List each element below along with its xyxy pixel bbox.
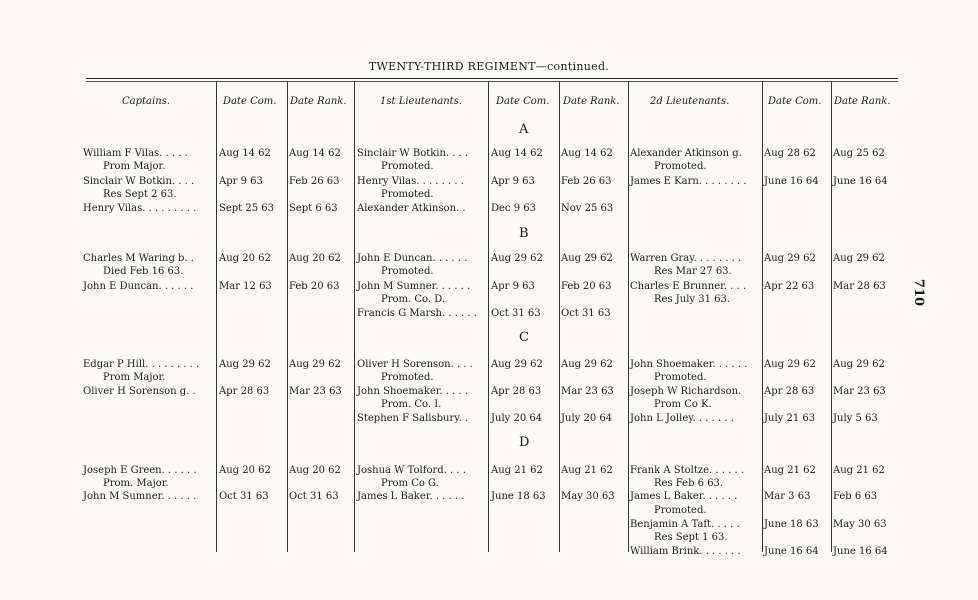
table-cell: Mar 12 63 (219, 281, 272, 292)
table-cell: Aug 20 62 (289, 465, 341, 476)
table-cell: Aug 21 62 (561, 465, 613, 476)
table-cell: Aug 29 62 (561, 359, 613, 370)
table-cell: June 16 64 (764, 176, 819, 187)
table-cell: May 30 63 (561, 491, 615, 502)
table-cell: James L Baker. . . . . . (357, 491, 465, 502)
table-cell: Prom Major. (103, 161, 166, 172)
table-cell: Alexander Atkinson. . (357, 203, 466, 214)
table-cell: Feb 20 63 (289, 281, 340, 292)
table-cell: Aug 29 62 (764, 359, 816, 370)
table-cell: Sinclair W Botkin. . . . (357, 148, 469, 159)
table-cell: Stephen F Salisbury. . (357, 413, 469, 424)
section-letter-c: C (519, 330, 529, 345)
table-cell: Aug 14 62 (289, 148, 341, 159)
table-cell: Feb 20 63 (561, 281, 612, 292)
header-date-rank: Date Rank. (290, 96, 347, 107)
table-cell: Promoted. (654, 372, 707, 383)
table-cell: John Shoemaker. . . . . . (630, 359, 748, 370)
table-cell: Benjamin A Taft. . . . . (630, 519, 740, 530)
table-cell: Feb 26 63 (561, 176, 612, 187)
table-cell: Francis G Marsh. . . . . . (357, 308, 477, 319)
header-first-lieutenants: 1st Lieutenants. (380, 96, 462, 107)
table-cell: Dec 9 63 (491, 203, 536, 214)
section-letter-d: D (519, 435, 530, 450)
table-cell: Mar 28 63 (833, 281, 886, 292)
section-letter-a: A (519, 122, 529, 137)
table-cell: June 16 64 (833, 546, 888, 557)
header-captains: Captains. (122, 96, 170, 107)
table-cell: June 18 63 (491, 491, 546, 502)
table-cell: Res July 31 63. (654, 294, 731, 305)
table-cell: John M Sumner. . . . . . (83, 491, 197, 502)
table-cell: Apr 9 63 (491, 176, 535, 187)
table-cell: Oliver H Sorenson g. . (83, 386, 196, 397)
table-cell: Prom Major. (103, 372, 166, 383)
header-rule-thin (86, 81, 898, 82)
table-cell: Mar 3 63 (764, 491, 811, 502)
table-cell: Mar 23 63 (833, 386, 886, 397)
table-cell: Aug 29 62 (764, 253, 816, 264)
table-cell: Promoted. (381, 189, 434, 200)
table-cell: Prom. Co. D. (381, 294, 446, 305)
table-cell: Charles E Brunner. . . . (630, 281, 747, 292)
table-cell: Aug 28 62 (764, 148, 816, 159)
table-cell: Aug 20 62 (219, 253, 271, 264)
table-cell: Apr 9 63 (219, 176, 263, 187)
table-cell: Promoted. (381, 266, 434, 277)
table-cell: Apr 9 63 (491, 281, 535, 292)
table-cell: Sinclair W Botkin. . . . (83, 176, 195, 187)
table-cell: Promoted. (654, 161, 707, 172)
table-cell: Aug 29 62 (833, 359, 885, 370)
table-cell: John Shoemaker. . . . . (357, 386, 469, 397)
table-cell: John L Jolley. . . . . . . (630, 413, 734, 424)
table-cell: Aug 21 62 (764, 465, 816, 476)
table-cell: Joseph W Richardson. (630, 386, 742, 397)
header-second-lieutenants: 2d Lieutenants. (650, 96, 730, 107)
column-divider (762, 82, 763, 552)
table-cell: Sept 6 63 (289, 203, 338, 214)
table-cell: Died Feb 16 63. (103, 266, 184, 277)
column-divider (354, 82, 355, 552)
table-cell: Joseph E Green. . . . . . (83, 465, 197, 476)
table-cell: July 5 63 (833, 413, 878, 424)
table-cell: Henry Vilas. . . . . . . . (357, 176, 464, 187)
table-cell: Prom. Major. (103, 478, 169, 489)
header-date-com: Date Com. (496, 96, 550, 107)
table-cell: John E Duncan. . . . . . (83, 281, 194, 292)
table-cell: July 21 63 (764, 413, 816, 424)
table-cell: July 20 64 (491, 413, 543, 424)
table-cell: James L Baker. . . . . . (630, 491, 738, 502)
column-divider (287, 82, 288, 552)
table-cell: Oct 31 63 (491, 308, 541, 319)
table-cell: Joshua W Tolford. . . . (357, 465, 466, 476)
table-cell: Aug 20 62 (219, 465, 271, 476)
table-cell: Apr 22 63 (764, 281, 815, 292)
table-cell: Aug 14 62 (219, 148, 271, 159)
table-cell: Aug 25 62 (833, 148, 885, 159)
table-cell: Oct 31 63 (219, 491, 269, 502)
table-cell: Aug 29 62 (491, 359, 543, 370)
table-cell: Apr 28 63 (764, 386, 815, 397)
table-cell: James E Karn. . . . . . . . (630, 176, 747, 187)
table-cell: Aug 29 62 (491, 253, 543, 264)
table-cell: Feb 6 63 (833, 491, 878, 502)
table-cell: Charles M Waring b. . (83, 253, 194, 264)
table-cell: Nov 25 63 (561, 203, 614, 214)
table-cell: May 30 63 (833, 519, 887, 530)
table-cell: Alexander Atkinson g. (630, 148, 742, 159)
column-divider (216, 82, 217, 552)
column-divider (628, 82, 629, 552)
column-divider (559, 82, 560, 552)
table-cell: John E Duncan. . . . . . (357, 253, 468, 264)
table-cell: June 16 64 (764, 546, 819, 557)
table-cell: Promoted. (381, 372, 434, 383)
table-cell: Prom Co G. (381, 478, 439, 489)
column-divider (831, 82, 832, 552)
table-cell: Aug 29 62 (833, 253, 885, 264)
table-cell: William Brink. . . . . . . (630, 546, 741, 557)
table-cell: June 16 64 (833, 176, 888, 187)
table-cell: Mar 23 63 (289, 386, 342, 397)
header-rule (86, 78, 898, 79)
table-cell: Sept 25 63 (219, 203, 274, 214)
table-cell: Promoted. (381, 161, 434, 172)
table-cell: Prom Co K. (654, 399, 712, 410)
table-cell: Promoted. (654, 505, 707, 516)
table-cell: June 18 63 (764, 519, 819, 530)
table-cell: Res Feb 6 63. (654, 478, 724, 489)
table-cell: Aug 29 62 (219, 359, 271, 370)
page-title: TWENTY-THIRD REGIMENT—continued. (368, 60, 610, 73)
column-divider (488, 82, 489, 552)
table-cell: John M Sumner. . . . . . (357, 281, 471, 292)
table-cell: Henry Vilas. . . . . . . . . (83, 203, 197, 214)
table-cell: Apr 28 63 (491, 386, 542, 397)
table-cell: Res Sept 2 63. (103, 189, 177, 200)
table-cell: Prom. Co. I. (381, 399, 442, 410)
table-cell: Aug 29 62 (561, 253, 613, 264)
header-date-rank: Date Rank. (563, 96, 620, 107)
table-cell: Apr 28 63 (219, 386, 270, 397)
table-cell: Mar 23 63 (561, 386, 614, 397)
table-cell: Edgar P Hill. . . . . . . . . (83, 359, 200, 370)
table-cell: Aug 14 62 (561, 148, 613, 159)
header-date-com: Date Com. (223, 96, 277, 107)
table-cell: Res Mar 27 63. (654, 266, 732, 277)
table-cell: Oliver H Sorenson. . . . (357, 359, 473, 370)
header-date-rank: Date Rank. (834, 96, 891, 107)
table-cell: Feb 26 63 (289, 176, 340, 187)
table-cell: William F Vilas. . . . . (83, 148, 188, 159)
table-cell: Aug 21 62 (491, 465, 543, 476)
header-date-com: Date Com. (768, 96, 822, 107)
table-cell: July 20 64 (561, 413, 613, 424)
table-cell: Warren Gray. . . . . . . . (630, 253, 742, 264)
page-number: 710 (911, 278, 927, 307)
table-cell: Frank A Stoltze. . . . . . (630, 465, 745, 476)
table-cell: Aug 20 62 (289, 253, 341, 264)
table-cell: Oct 31 63 (561, 308, 611, 319)
table-cell: Aug 14 62 (491, 148, 543, 159)
table-cell: Oct 31 63 (289, 491, 339, 502)
table-cell: Res Sept 1 63. (654, 532, 728, 543)
section-letter-b: B (519, 226, 529, 241)
table-cell: Aug 29 62 (289, 359, 341, 370)
table-cell: Aug 21 62 (833, 465, 885, 476)
